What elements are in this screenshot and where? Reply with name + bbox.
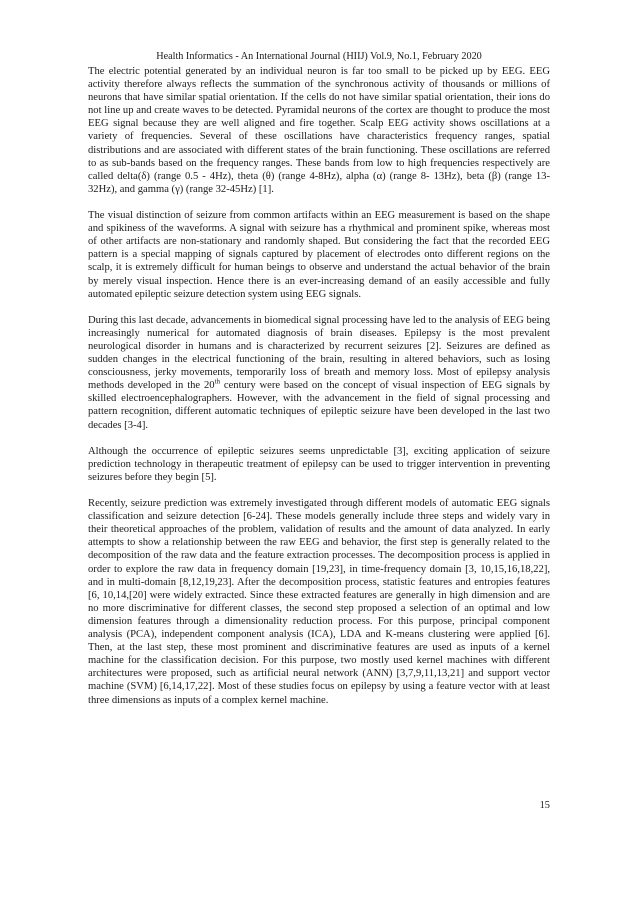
paragraph-recent-models: Recently, seizure prediction was extremely investigated through different models of automatic EEG signals classification and seizure detection [6-24]. These models generally include three steps and widely vary in their theoretical approaches of the problem, validation of results and the amount of data analyzed. In early attempts to show a relationship between the raw EEG and behavior, the first step is generally related to the decomposition of the raw data and the feature extraction processes. The decomposition process is applied in order to explore the raw data in frequency domain [19,23], in time-frequency domain [3, 10,15,16,18,22], and in multi-domain [8,12,19,23]. After the decomposition process, statistic features and entropies features [6, 10,14,[20] were widely extracted. Since these extracted features are generally in high dimension and are no more discriminative for different classes, the second step proposed a selection of an optimal and low dimension features through a dimensionality reduction process. For this purpose, principal component analysis (PCA), independent component analysis (ICA), LDA and K-means clustering were applied [6]. Then, at the last step, these most prominent and discriminative features are used as inputs of a kernel machine for the classification decision. For this purpose, two mostly used kernel machines with different architectures were proposed, such as artificial neural network (ANN) [3,7,9,11,13,21] and support vector machine (SVM) [6,14,17,22]. Most of these studies focus on epilepsy by using a feature vector with at least three dimensions as inputs of a complex kernel machine. xyxy=(88,498,550,706)
paragraph-seizure-prediction: Although the occurrence of epileptic seizures seems unpredictable [3], exciting application of seizure prediction technology in therapeutic treatment of epilepsy can be used to trigger intervention in preventing seizures before they begin [5]. xyxy=(88,445,550,483)
century-superscript: th xyxy=(214,377,221,386)
paragraph-eeg-bands: The electric potential generated by an individual neuron is far too small to be picked up by EEG. EEG activity therefore always reflects the summation of the synchronous activity of thousands or millions of neurons that have similar spatial orientation. If the cells do not have similar spatial orientation, their ions do not line up and create waves to be detected. Pyramidal neurons of the cortex are thought to produce the most EEG signal because they are well aligned and fire together. Scalp EEG activity shows oscillations at a variety of frequencies. Several of these oscillations have characteristics frequency ranges, spatial distributions and are associated with different states of the brain functioning. These oscillations are referred to as sub-bands based on the frequency ranges. These bands from low to high frequencies respectively are called delta(δ) (range 0.5 - 4Hz), theta (θ) (range 4-8Hz), alpha (α) (range 8- 13Hz), beta (β) (range 13-32Hz), and gamma (γ) (range 32-45Hz) [1]. xyxy=(88,66,550,195)
paragraph-last-decade-tail: century were based on the concept of visual inspection of EEG signals by skilled electroencephalographers. However, with the advancement in the field of signal processing and pattern recognition, different automatic techniques of epileptic seizure have been developed in the last two decades [3-4]. xyxy=(88,380,550,431)
paragraph-last-decade-text: During this last decade, advancements in biomedical signal processing have led to the analysis of EEG being increasingly numerical for automated diagnosis of brain diseases. Epilepsy is the most prevalent neurological disorder in humans and is characterized by recurrent seizures [2]. Seizures are defined as sudden changes in the electrical functioning of the brain, resulting in altered behaviors, such as losing consciousness, jerky movements, temporarily loss of breath and memory loss. Most of epilepsy analysis methods developed in the 20 xyxy=(88,314,550,392)
running-header: Health Informatics - An International Journal (HIIJ) Vol.9, No.1, February 2020 xyxy=(156,51,482,62)
body-text xyxy=(88,65,550,707)
page-number: 15 xyxy=(539,800,550,811)
paragraph-visual-distinction: The visual distinction of seizure from common artifacts within an EEG measurement is based on the shape and spikiness of the waveforms. A signal with seizure has a rhythmical and prominent spike, whereas most of other artifacts are non-stationary and randomly shaped. But considering the fact that the recorded EEG pattern is a special mapping of signals captured by placement of electrodes onto different regions on the scalp, it is extremely difficult for human beings to observe and understand the actual behavior of the brain by merely visual inspection. Hence there is an ever-increasing demand of an easily accessible and fully automated epileptic seizure detection system using EEG signals. xyxy=(88,210,550,300)
journal-page xyxy=(88,50,550,707)
paragraph-last-decade xyxy=(88,314,550,432)
